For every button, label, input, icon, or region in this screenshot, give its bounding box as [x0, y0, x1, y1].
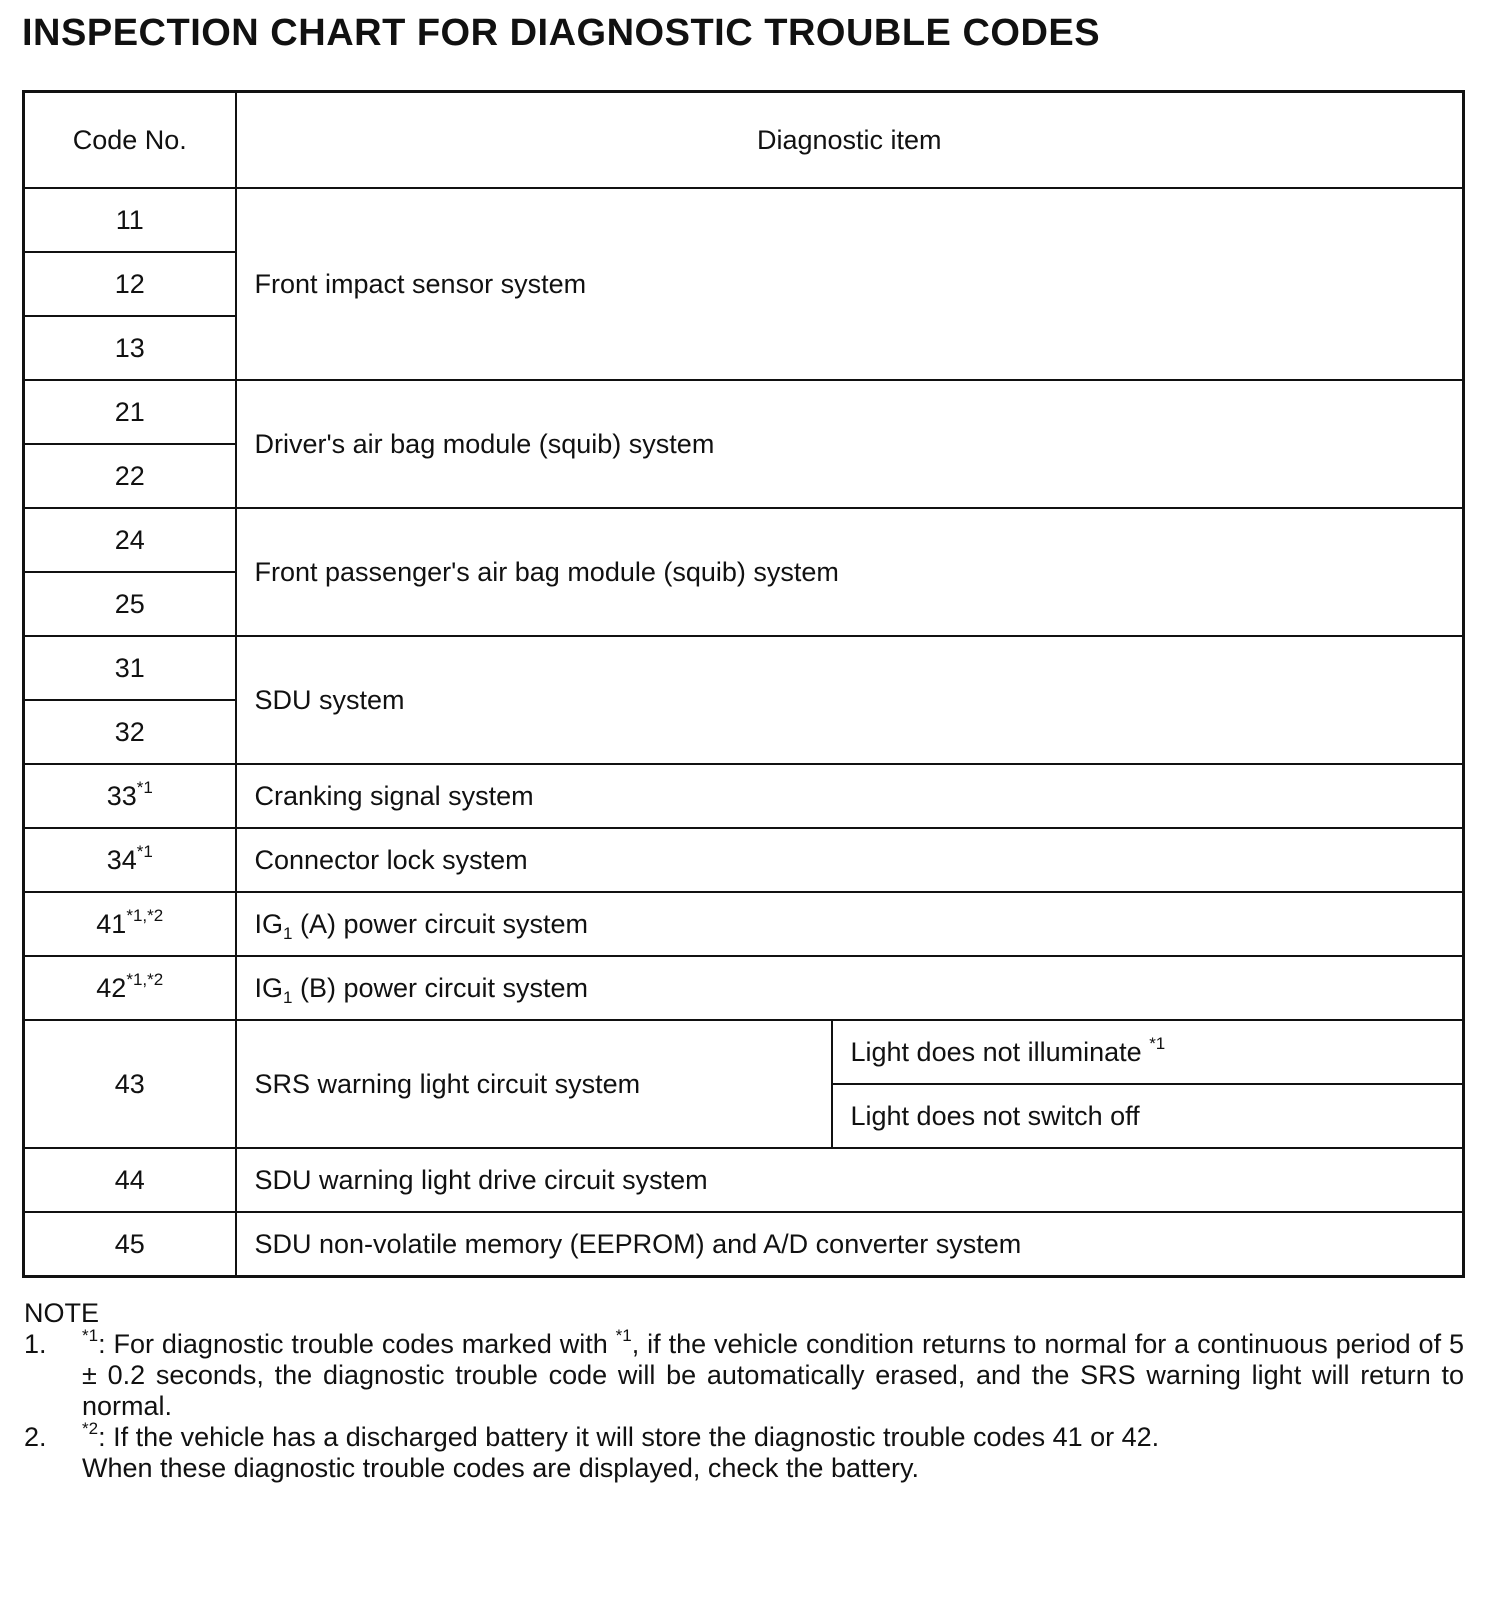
code-cell: 43: [24, 1020, 236, 1148]
diagnostic-item-cell: SDU system: [236, 636, 1464, 764]
note-text: [82, 1419, 1464, 1453]
sub-condition-cell: Light does not switch off: [832, 1084, 1464, 1148]
header-diagnostic-item: Diagnostic item: [236, 92, 1464, 189]
notes-heading: NOTE: [24, 1298, 100, 1328]
code-cell: 13: [24, 316, 236, 380]
code-cell: [24, 764, 236, 828]
sub-condition-cell: [832, 1020, 1464, 1084]
diagnostic-item-cell: SDU non-volatile memory (EEPROM) and A/D converter system: [236, 1212, 1464, 1277]
code-cell: 25: [24, 572, 236, 636]
code-number: 34: [106, 844, 137, 875]
diagnostic-item-cell: SDU warning light drive circuit system: [236, 1148, 1464, 1212]
footnote-mark: *1: [1149, 1033, 1166, 1053]
notes-section: [24, 1298, 1464, 1484]
item-subscript: 1: [283, 923, 293, 943]
table-row: [24, 1148, 1464, 1212]
table-row: [24, 508, 1464, 572]
code-number: 41: [96, 908, 127, 939]
note-item: [24, 1326, 1464, 1422]
diagnostic-item-cell: SRS warning light circuit system: [236, 1020, 832, 1148]
dtc-inspection-table: [22, 90, 1465, 1278]
code-cell: 45: [24, 1212, 236, 1277]
note-lead: : For diagnostic trouble codes marked with: [98, 1329, 616, 1359]
page-title: INSPECTION CHART FOR DIAGNOSTIC TROUBLE CODES: [22, 12, 1101, 54]
footnote-mark: *1,*2: [126, 969, 164, 989]
diagnostic-item-cell: Front passenger's air bag module (squib) system: [236, 508, 1464, 636]
note-text: [82, 1326, 1464, 1422]
diagnostic-item-cell: Connector lock system: [236, 828, 1464, 892]
note-body-text: , if the vehicle condition returns to normal for a continuous period of 5 ± 0.2 seconds, the diagnostic trouble code will be automatically erased, and the SRS warning light will return to normal.: [82, 1329, 1464, 1421]
footnote-mark: *2: [82, 1419, 99, 1438]
table-row: [24, 828, 1464, 892]
footnote-mark: *1: [615, 1326, 632, 1345]
footnote-mark: *1: [82, 1326, 99, 1345]
code-cell: 11: [24, 188, 236, 252]
code-cell: 22: [24, 444, 236, 508]
table-row: [24, 1212, 1464, 1277]
code-cell: 32: [24, 700, 236, 764]
code-cell: 31: [24, 636, 236, 700]
code-cell: 24: [24, 508, 236, 572]
item-subscript: 1: [283, 987, 293, 1007]
note-number: 2.: [24, 1422, 47, 1452]
item-prefix: IG: [254, 908, 284, 939]
note-continuation: When these diagnostic trouble codes are displayed, check the battery.: [82, 1453, 919, 1483]
code-number: 33: [106, 780, 137, 811]
item-suffix: (B) power circuit system: [292, 972, 589, 1003]
table-row: [24, 764, 1464, 828]
code-cell: [24, 892, 236, 956]
diagnostic-item-cell: Driver's air bag module (squib) system: [236, 380, 1464, 508]
table-row: [24, 1020, 1464, 1084]
table-row: [24, 636, 1464, 700]
table-row: [24, 188, 1464, 252]
footnote-mark: *1: [136, 841, 153, 861]
code-cell: 21: [24, 380, 236, 444]
footnote-mark: *1,*2: [126, 905, 164, 925]
sub-condition-text: Light does not illuminate: [850, 1036, 1150, 1067]
code-cell: [24, 956, 236, 1020]
diagnostic-item-cell: Front impact sensor system: [236, 188, 1464, 380]
table-row: [24, 956, 1464, 1020]
note-body-text: : If the vehicle has a discharged battery it will store the diagnostic trouble codes 41 or 42.: [98, 1422, 1160, 1452]
table-header-row: [24, 92, 1464, 189]
item-suffix: (A) power circuit system: [292, 908, 589, 939]
note-item: [24, 1419, 1464, 1453]
diagnostic-item-cell: [236, 956, 1464, 1020]
note-number: 1.: [24, 1329, 47, 1359]
code-cell: 44: [24, 1148, 236, 1212]
code-cell: [24, 828, 236, 892]
diagnostic-item-cell: Cranking signal system: [236, 764, 1464, 828]
table-row: [24, 892, 1464, 956]
table-row: [24, 380, 1464, 444]
item-prefix: IG: [254, 972, 284, 1003]
code-cell: 12: [24, 252, 236, 316]
footnote-mark: *1: [136, 777, 153, 797]
code-number: 42: [96, 972, 127, 1003]
diagnostic-item-cell: [236, 892, 1464, 956]
header-code-no: Code No.: [24, 92, 236, 189]
